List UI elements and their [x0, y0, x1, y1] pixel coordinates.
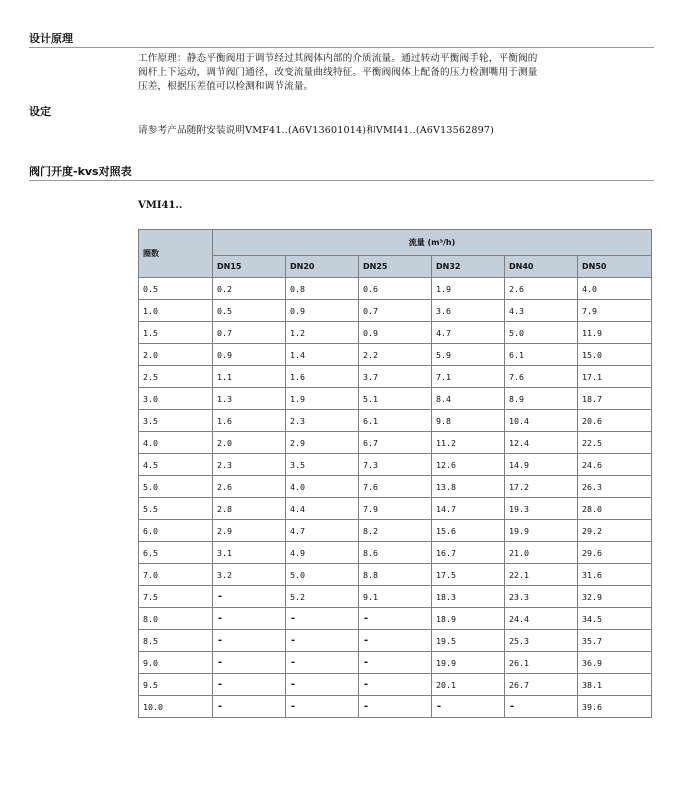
table-row — [139, 366, 652, 388]
column-header-dn15: DN15 — [213, 256, 286, 278]
turns-cell: 4.0 — [139, 432, 213, 454]
flow-cell: 4.0 — [286, 476, 359, 498]
table-row — [139, 630, 652, 652]
flow-header: 流量 (m³/h) — [213, 230, 652, 256]
turns-cell: 3.0 — [139, 388, 213, 410]
flow-cell: 0.9 — [359, 322, 432, 344]
flow-cell: 13.8 — [432, 476, 505, 498]
flow-cell: 4.0 — [578, 278, 652, 300]
flow-cell: 4.4 — [286, 498, 359, 520]
turns-cell: 10.0 — [139, 696, 213, 718]
flow-cell: 7.9 — [578, 300, 652, 322]
flow-cell: - — [286, 630, 359, 652]
flow-cell: - — [505, 696, 578, 718]
flow-cell: 24.4 — [505, 608, 578, 630]
flow-cell: 19.5 — [432, 630, 505, 652]
table-row — [139, 696, 652, 718]
flow-cell: - — [286, 696, 359, 718]
flow-cell: 26.7 — [505, 674, 578, 696]
flow-cell: 22.1 — [505, 564, 578, 586]
flow-cell: 32.9 — [578, 586, 652, 608]
flow-cell: 7.6 — [359, 476, 432, 498]
flow-cell: 22.5 — [578, 432, 652, 454]
flow-cell: 1.1 — [213, 366, 286, 388]
flow-cell: 1.6 — [286, 366, 359, 388]
table-row — [139, 454, 652, 476]
flow-cell: 8.2 — [359, 520, 432, 542]
flow-cell: 14.7 — [432, 498, 505, 520]
flow-cell: - — [286, 652, 359, 674]
flow-cell: 9.8 — [432, 410, 505, 432]
flow-cell: 2.9 — [286, 432, 359, 454]
turns-cell: 9.5 — [139, 674, 213, 696]
flow-cell: 2.2 — [359, 344, 432, 366]
flow-cell: 2.0 — [213, 432, 286, 454]
turns-cell: 5.5 — [139, 498, 213, 520]
turns-cell: 3.5 — [139, 410, 213, 432]
turns-cell: 1.5 — [139, 322, 213, 344]
flow-cell: 5.9 — [432, 344, 505, 366]
flow-cell: 4.9 — [286, 542, 359, 564]
turns-cell: 0.5 — [139, 278, 213, 300]
column-header-dn25: DN25 — [359, 256, 432, 278]
flow-cell: 5.1 — [359, 388, 432, 410]
flow-cell: 26.3 — [578, 476, 652, 498]
flow-cell: - — [359, 696, 432, 718]
table-row — [139, 498, 652, 520]
flow-cell: 29.6 — [578, 542, 652, 564]
flow-cell: - — [213, 674, 286, 696]
flow-cell: 28.0 — [578, 498, 652, 520]
flow-cell: 17.1 — [578, 366, 652, 388]
flow-cell: 35.7 — [578, 630, 652, 652]
turns-cell: 2.0 — [139, 344, 213, 366]
flow-cell: 10.4 — [505, 410, 578, 432]
flow-cell: 36.9 — [578, 652, 652, 674]
flow-cell: 7.1 — [432, 366, 505, 388]
flow-cell: 24.6 — [578, 454, 652, 476]
turns-cell: 8.5 — [139, 630, 213, 652]
flow-cell: 0.5 — [213, 300, 286, 322]
paragraph-line: 阀杆上下运动，调节阀门通径，改变流量曲线特征。平衡阀阀体上配备的压力检测嘴用于测量 — [138, 67, 538, 78]
flow-cell: - — [213, 586, 286, 608]
flow-cell: 2.3 — [213, 454, 286, 476]
model-label: VMI41.. — [138, 200, 183, 211]
flow-cell: 29.2 — [578, 520, 652, 542]
paragraph-line: 压差，根据压差值可以检测和调节流量。 — [138, 81, 314, 92]
table-row — [139, 476, 652, 498]
flow-cell: 3.5 — [286, 454, 359, 476]
flow-cell: 1.4 — [286, 344, 359, 366]
flow-cell: 0.9 — [286, 300, 359, 322]
flow-cell: - — [359, 674, 432, 696]
flow-cell: 7.9 — [359, 498, 432, 520]
settings-text: 请参考产品随附安装说明VMF41..(A6V13601014)和VMI41..(A6V13562897) — [138, 125, 495, 136]
flow-cell: - — [286, 608, 359, 630]
turns-cell: 7.0 — [139, 564, 213, 586]
flow-cell: 4.3 — [505, 300, 578, 322]
flow-cell: 7.3 — [359, 454, 432, 476]
flow-cell: 19.9 — [432, 652, 505, 674]
table-row — [139, 344, 652, 366]
flow-cell: 8.8 — [359, 564, 432, 586]
flow-cell: 3.7 — [359, 366, 432, 388]
column-header-dn50: DN50 — [578, 256, 652, 278]
flow-cell: 17.5 — [432, 564, 505, 586]
flow-cell: 6.1 — [359, 410, 432, 432]
column-header-dn32: DN32 — [432, 256, 505, 278]
flow-cell: 21.0 — [505, 542, 578, 564]
table-row — [139, 674, 652, 696]
flow-cell: - — [359, 630, 432, 652]
flow-cell: 3.1 — [213, 542, 286, 564]
table-row — [139, 432, 652, 454]
kvs-table — [138, 229, 652, 718]
flow-cell: 26.1 — [505, 652, 578, 674]
flow-cell: - — [213, 630, 286, 652]
table-row — [139, 608, 652, 630]
table-row — [139, 652, 652, 674]
design-principle-heading: 设计原理 — [29, 32, 654, 48]
design-principle-paragraph — [138, 52, 654, 94]
flow-cell: 4.7 — [432, 322, 505, 344]
flow-cell: - — [213, 696, 286, 718]
flow-cell: 16.7 — [432, 542, 505, 564]
table-row — [139, 322, 652, 344]
table-row — [139, 388, 652, 410]
flow-cell: 1.3 — [213, 388, 286, 410]
table-row — [139, 278, 652, 300]
flow-cell: 5.2 — [286, 586, 359, 608]
table-row — [139, 410, 652, 432]
flow-cell: 1.9 — [432, 278, 505, 300]
flow-cell: 12.6 — [432, 454, 505, 476]
flow-cell: 6.7 — [359, 432, 432, 454]
flow-cell: 12.4 — [505, 432, 578, 454]
flow-cell: 14.9 — [505, 454, 578, 476]
flow-cell: 2.6 — [505, 278, 578, 300]
flow-cell: 3.6 — [432, 300, 505, 322]
flow-cell: 2.3 — [286, 410, 359, 432]
turns-cell: 8.0 — [139, 608, 213, 630]
flow-cell: - — [213, 608, 286, 630]
flow-cell: 2.8 — [213, 498, 286, 520]
flow-cell: - — [359, 608, 432, 630]
flow-cell: 15.6 — [432, 520, 505, 542]
flow-cell: 0.9 — [213, 344, 286, 366]
flow-cell: 1.9 — [286, 388, 359, 410]
flow-cell: 6.1 — [505, 344, 578, 366]
flow-cell: 3.2 — [213, 564, 286, 586]
flow-cell: 8.4 — [432, 388, 505, 410]
flow-cell: 20.1 — [432, 674, 505, 696]
flow-cell: 25.3 — [505, 630, 578, 652]
column-header-dn40: DN40 — [505, 256, 578, 278]
flow-cell: 18.7 — [578, 388, 652, 410]
flow-cell: 4.7 — [286, 520, 359, 542]
flow-cell: 19.9 — [505, 520, 578, 542]
flow-cell: 7.6 — [505, 366, 578, 388]
column-header-dn20: DN20 — [286, 256, 359, 278]
flow-cell: 11.9 — [578, 322, 652, 344]
turns-cell: 6.5 — [139, 542, 213, 564]
flow-cell: 0.2 — [213, 278, 286, 300]
flow-cell: - — [432, 696, 505, 718]
paragraph-line: 工作原理：静态平衡阀用于调节经过其阀体内部的介质流量。通过转动平衡阀手轮，平衡阀的 — [138, 53, 538, 64]
flow-cell: 2.6 — [213, 476, 286, 498]
flow-cell: 19.3 — [505, 498, 578, 520]
flow-cell: 31.6 — [578, 564, 652, 586]
turns-cell: 5.0 — [139, 476, 213, 498]
flow-cell: 18.9 — [432, 608, 505, 630]
settings-heading: 设定 — [29, 105, 51, 118]
flow-cell: 39.6 — [578, 696, 652, 718]
kvs-table-heading: 阀门开度-kvs对照表 — [29, 165, 654, 181]
flow-cell: 11.2 — [432, 432, 505, 454]
flow-cell: 1.6 — [213, 410, 286, 432]
turns-cell: 2.5 — [139, 366, 213, 388]
flow-cell: 5.0 — [286, 564, 359, 586]
flow-cell: 1.2 — [286, 322, 359, 344]
flow-cell: 8.9 — [505, 388, 578, 410]
flow-cell: 18.3 — [432, 586, 505, 608]
table-row — [139, 564, 652, 586]
flow-cell: 0.8 — [286, 278, 359, 300]
flow-cell: 23.3 — [505, 586, 578, 608]
flow-cell: 0.7 — [359, 300, 432, 322]
flow-cell: 17.2 — [505, 476, 578, 498]
turns-cell: 6.0 — [139, 520, 213, 542]
flow-cell: - — [286, 674, 359, 696]
flow-cell: 5.0 — [505, 322, 578, 344]
flow-cell: 0.7 — [213, 322, 286, 344]
table-row — [139, 542, 652, 564]
flow-cell: 15.0 — [578, 344, 652, 366]
table-row — [139, 520, 652, 542]
flow-cell: 9.1 — [359, 586, 432, 608]
flow-cell: 0.6 — [359, 278, 432, 300]
flow-cell: 38.1 — [578, 674, 652, 696]
flow-cell: 34.5 — [578, 608, 652, 630]
turns-cell: 9.0 — [139, 652, 213, 674]
table-row — [139, 300, 652, 322]
turns-cell: 7.5 — [139, 586, 213, 608]
turns-cell: 1.0 — [139, 300, 213, 322]
flow-cell: 2.9 — [213, 520, 286, 542]
flow-cell: 8.6 — [359, 542, 432, 564]
flow-cell: - — [213, 652, 286, 674]
turns-cell: 4.5 — [139, 454, 213, 476]
flow-cell: - — [359, 652, 432, 674]
flow-cell: 20.6 — [578, 410, 652, 432]
turns-header: 圈数 — [139, 230, 213, 278]
table-row — [139, 586, 652, 608]
